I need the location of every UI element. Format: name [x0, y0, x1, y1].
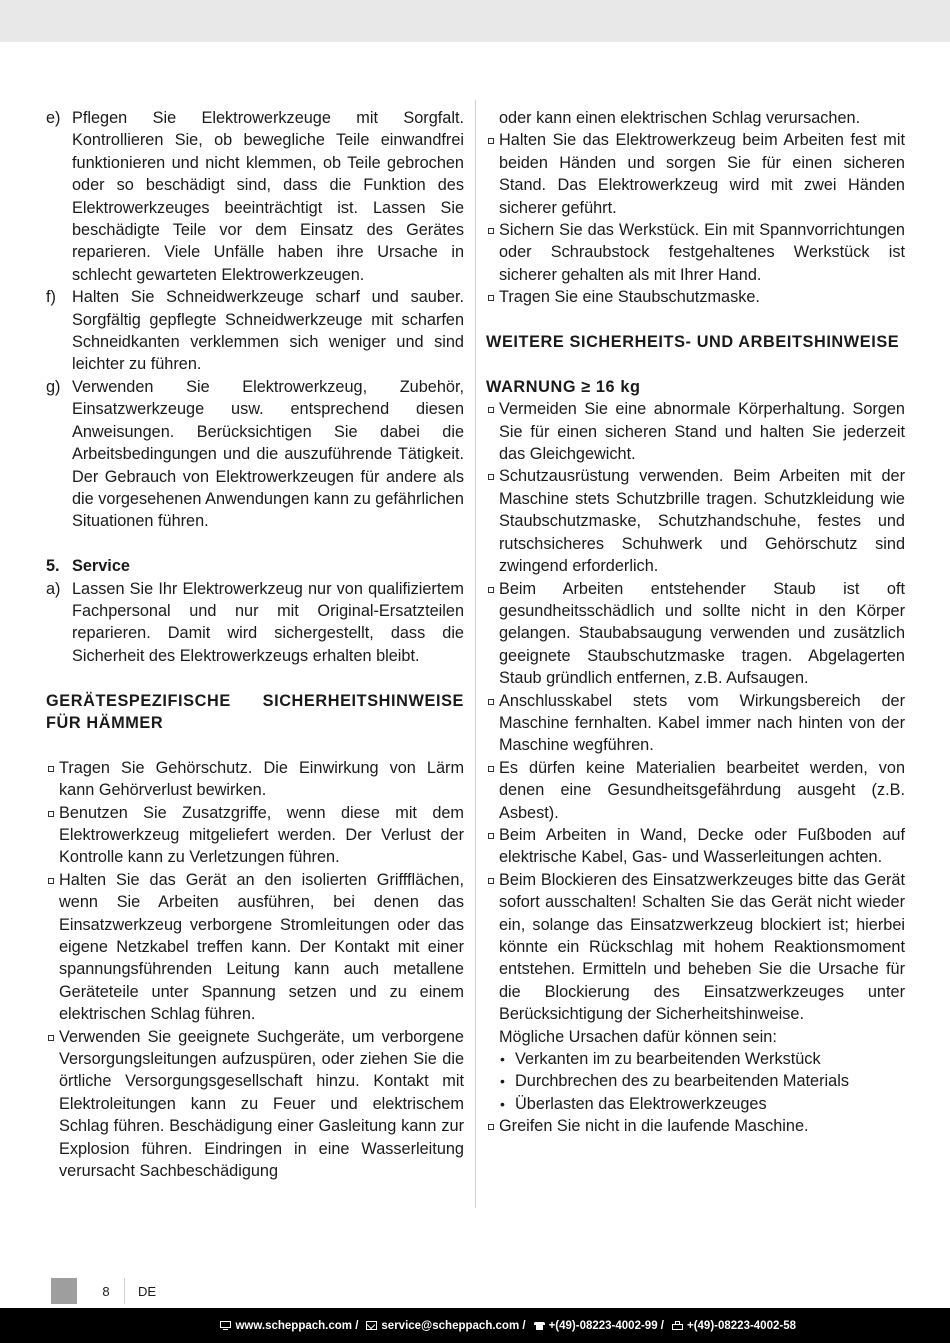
- warning-item: [486, 1115, 905, 1137]
- item-text: Sichern Sie das Werkstück. Ein mit Spannvorrichtungen oder Schraubstock festgehaltenes Werkstück ist sicherer gehalten als mit Ihrer Hand.: [499, 221, 905, 284]
- footer-website[interactable]: www.scheppach.com /: [235, 1319, 359, 1332]
- square-bullet-icon: [486, 398, 499, 465]
- further-safety-heading: WEITERE SICHERHEITS- UND ARBEITSHINWEISE: [486, 333, 900, 352]
- item-marker: e): [46, 109, 61, 127]
- square-bullet-icon: [486, 129, 499, 219]
- dot-bullet-icon: •: [500, 1051, 505, 1068]
- spacer: [486, 353, 905, 375]
- item-text: Lassen Sie Ihr Elektrowerkzeug nur von qualifiziertem Fachpersonal und nur mit Original-Ersatzteilen reparieren. Damit wird sichergestellt, dass die Sicherheit des Elektrowerkzeugs erhalten bleibt.: [72, 579, 464, 665]
- square-bullet-icon: [486, 824, 499, 869]
- square-bullet-icon: [486, 286, 499, 308]
- square-bullet-icon: [46, 1026, 59, 1183]
- hammer-safety-heading: GERÄTESPEZIFISCHE SICHERHEITSHINWEISE FÜR HÄMMER: [46, 691, 464, 732]
- item-text: Schutzausrüstung verwenden. Beim Arbeiten mit der Maschine stets Schutzbrille tragen. Schutzkleidung wie Staubschutzmaske, Schutzhandschuhe, festes und rutschsicheres Schuhwerk und Gehörschutz sind zwingend erforderlich.: [499, 467, 905, 576]
- service-item-a: [46, 578, 464, 668]
- service-heading: [46, 555, 464, 577]
- item-text: Überlasten das Elektrowerkzeuges: [515, 1094, 767, 1113]
- left-column: [46, 107, 464, 1182]
- monitor-icon: [220, 1321, 231, 1330]
- square-bullet-icon: [46, 869, 59, 1026]
- dot-bullet-icon: •: [500, 1073, 505, 1090]
- item-marker: f): [46, 288, 56, 307]
- spacer: [46, 533, 464, 555]
- hammer-item: [46, 802, 464, 869]
- square-bullet-icon: [486, 690, 499, 757]
- dot-bullet-icon: •: [500, 1095, 505, 1112]
- footer-phone: +(49)-08223-4002-99 /: [548, 1319, 664, 1332]
- page-number: 8: [102, 1284, 110, 1299]
- column-divider: [475, 100, 476, 1208]
- item-text: Vermeiden Sie eine abnormale Körperhaltung. Sorgen Sie für einen sicheren Stand und halten Sie jederzeit das Gleichgewicht.: [499, 400, 905, 464]
- item-text: Mögliche Ursachen dafür können sein:: [499, 1027, 777, 1046]
- item-text: Durchbrechen des zu bearbeitenden Materials: [515, 1072, 849, 1091]
- item-text: Benutzen Sie Zusatzgriffe, wenn diese mit dem Elektrowerkzeug mitgeliefert werden. Der Verlust der Kontrolle kann zu Verletzungen führen.: [59, 803, 464, 867]
- item-text: Halten Sie Schneidwerkzeuge scharf und sauber. Sorgfältig gepflegte Schneidwerkzeuge mit scharfen Schneidkanten verklemmen sich weniger und sind leichter zu führen.: [72, 288, 464, 374]
- warning-heading: WARNUNG ≥ 16 kg: [486, 377, 641, 396]
- item-text: Tragen Sie eine Staubschutzmaske.: [499, 288, 760, 307]
- square-bullet-icon: [486, 219, 499, 286]
- phone-icon: [534, 1321, 545, 1330]
- spacer: [46, 734, 464, 756]
- right-column: [486, 107, 905, 1138]
- spacer: [46, 667, 464, 689]
- warning-item: [486, 869, 905, 1026]
- item-text: Halten Sie das Gerät an den isolierten Griffflächen, wenn Sie Arbeiten ausführen, bei denen das Einsatzwerkzeug verborgene Stromleitungen oder das eigene Netzkabel treffen kann. Der Kontakt mit einer spannungsführenden Leitung kann auch metallene Geräteteile unter Spannung setzen und zu einem elektrischen Schlag führen.: [59, 870, 464, 1024]
- square-bullet-icon: [46, 802, 59, 869]
- square-bullet-icon: [46, 757, 59, 802]
- list-item-e: [46, 107, 464, 286]
- top-band: [0, 0, 950, 42]
- fax-icon: [672, 1321, 683, 1330]
- item-text: Greifen Sie nicht in die laufende Maschine.: [499, 1117, 809, 1136]
- item-marker: g): [46, 377, 61, 396]
- item-text: Verwenden Sie Elektrowerkzeug, Zubehör, Einsatzwerkzeuge usw. entsprechend diesen Anweisungen. Berücksichtigen Sie dabei die Arbeitsbedingungen und die auszuführende Tätigkeit. Der Gebrauch von Elektrowerkzeugen für andere als die vorgesehenen Anwendungen kann zu gefährlichen Situationen führen.: [72, 377, 464, 531]
- warning-item: [486, 824, 905, 869]
- cause-item: [500, 1093, 905, 1115]
- square-bullet-icon: [486, 1115, 499, 1137]
- continuation-text: [486, 107, 905, 129]
- warning-item: [486, 690, 905, 757]
- square-bullet-icon: [486, 578, 499, 690]
- page-marker-box: [51, 1278, 77, 1304]
- hammer-item: [486, 219, 905, 286]
- cause-item: [500, 1070, 905, 1092]
- spacer: [486, 309, 905, 331]
- hammer-item: [46, 757, 464, 802]
- warning-item: [486, 578, 905, 690]
- square-bullet-icon: [486, 465, 499, 577]
- hammer-item: [46, 869, 464, 1026]
- service-title: Service: [72, 557, 130, 576]
- causes-intro: [486, 1026, 905, 1048]
- page-separator: [124, 1278, 125, 1304]
- item-text: oder kann einen elektrischen Schlag verursachen.: [499, 109, 861, 127]
- mail-icon: [366, 1321, 377, 1330]
- item-text: Verwenden Sie geeignete Suchgeräte, um verborgene Versorgungsleitungen aufzuspüren, oder ziehen Sie die örtliche Versorgungsgesellschaft hinzu. Kontakt mit Elektroleitungen kann zu Feuer und elektrischem Schlag führen. Beschädigung einer Gasleitung kann zur Explosion führen. Eindringen in eine Wasserleitung verursacht Sachbeschädigung: [59, 1027, 464, 1181]
- hammer-item: [46, 1026, 464, 1183]
- item-text: Verkanten im zu bearbeitenden Werkstück: [515, 1050, 821, 1069]
- service-number: 5.: [46, 557, 60, 576]
- item-text: Halten Sie das Elektrowerkzeug beim Arbeiten fest mit beiden Händen und sorgen Sie für einen sicheren Stand. Das Elektrowerkzeug wird mit zwei Händen sicherer geführt.: [499, 131, 905, 217]
- item-text: Anschlusskabel stets vom Wirkungsbereich der Maschine fernhalten. Kabel immer nach hinten von der Maschine wegführen.: [499, 691, 905, 755]
- warning-item: [486, 757, 905, 824]
- item-text: Es dürfen keine Materialien bearbeitet werden, von denen eine Gesundheitsgefährdung ausgeht (z.B. Asbest).: [499, 758, 905, 822]
- cause-item: [500, 1048, 905, 1070]
- hammer-item: [486, 129, 905, 219]
- warning-item: [486, 465, 905, 577]
- footer-contact-bar: [0, 1308, 950, 1343]
- page-language: DE: [138, 1284, 157, 1299]
- item-marker: a): [46, 579, 61, 598]
- item-text: Beim Blockieren des Einsatzwerkzeuges bitte das Gerät sofort ausschalten! Schalten Sie das Gerät nicht wieder ein, solange das Einsatzwerkzeug blockiert ist; hierbei könnte ein Rückschlag mit hohem Reaktionsmoment entstehen. Ermitteln und beheben Sie die Ursache für die Blockierung des Einsatzwerkzeuges unter Berücksichtigung der Sicherheitshinweise.: [499, 870, 905, 1024]
- square-bullet-icon: [486, 757, 499, 824]
- list-item-g: [46, 376, 464, 533]
- item-text: Tragen Sie Gehörschutz. Die Einwirkung von Lärm kann Gehörverlust bewirken.: [59, 758, 464, 800]
- item-text: Pflegen Sie Elektrowerkzeuge mit Sorgfalt. Kontrollieren Sie, ob bewegliche Teile einwandfrei funktionieren und nicht klemmen, ob Teile gebrochen oder so beschädigt sind, dass die Funktion des Elektrowerkzeuges beeinträchtigt ist. Lassen Sie beschädigte Teile vor dem Einsatz des Gerätes reparieren. Viele Unfälle haben ihre Ursache in schlecht gewarteten Elektrowerkzeugen.: [72, 109, 464, 284]
- warning-item: [486, 398, 905, 465]
- item-text: Beim Arbeiten in Wand, Decke oder Fußboden auf elektrische Kabel, Gas- und Wasserleitungen achten.: [499, 825, 905, 867]
- footer-email[interactable]: service@scheppach.com /: [381, 1319, 526, 1332]
- square-bullet-icon: [486, 869, 499, 1026]
- list-item-f: [46, 286, 464, 376]
- item-text: Beim Arbeiten entstehender Staub ist oft gesundheitsschädlich und sollte nicht in den Körper gelangen. Staubabsaugung verwenden und zusätzlich geeignete Staubschutzmaske tragen. Abgelagerten Staub gründlich entfernen, z.B. Aufsaugen.: [499, 579, 905, 688]
- footer-fax: +(49)-08223-4002-58: [686, 1319, 796, 1332]
- hammer-item: [486, 286, 905, 308]
